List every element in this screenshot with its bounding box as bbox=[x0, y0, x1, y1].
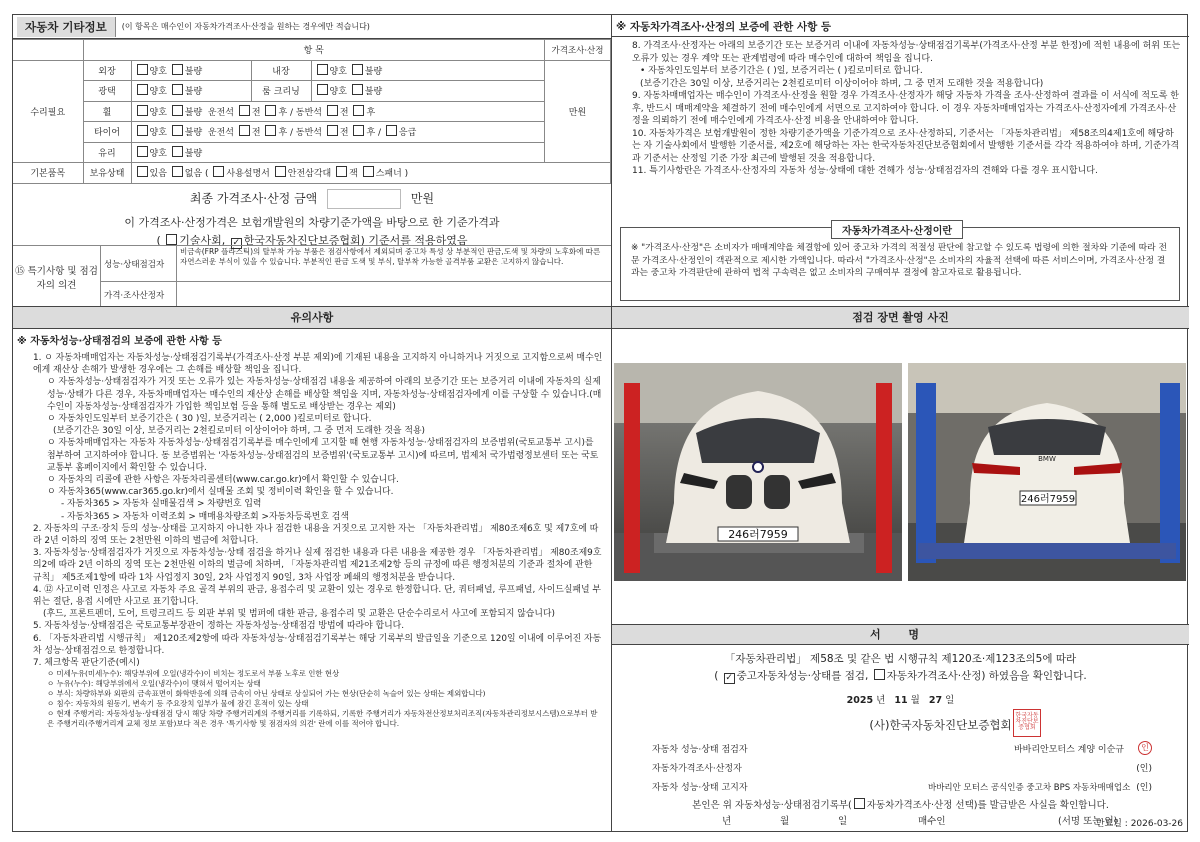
basic-items-label: 기본품목 bbox=[13, 163, 83, 184]
inspector-opinion: 비금속(FRP 플라스틱)의 탈부착 가능 부품은 점검사항에서 제외되며 중고차 특성 상 부분적인 판금,도색 및 차량의 노후화에 따른 자연스러운 부식이 있을 수 있습니다. 부분적인 판금 도색 및 부식, 탈부착 가능한 골격부품 교환은 고지하지 않습니다. bbox=[180, 247, 601, 266]
inspector-seal: 인 bbox=[1138, 741, 1152, 755]
inspector-label: 성능·상태점검자 bbox=[101, 246, 177, 281]
tire-pass-rear-checkbox[interactable] bbox=[353, 125, 364, 136]
buyer-row: 년 월 일 매수인 (서명 또는 인) bbox=[722, 813, 1182, 827]
notes-title: ※ 자동차성능·상태점검의 보증에 관한 사항 등 bbox=[17, 336, 222, 347]
signature-row-price: 자동차가격조사·산정자 (인) bbox=[652, 764, 1152, 774]
guarantee-note: (보증기간은 30일 이상, 보증거리는 2천킬로미터 이상이어야 하며, 그 중 먼저 도래한 것을 적용합니다) bbox=[640, 78, 1044, 89]
signature-row-notifier: 자동차 성능·상태 고지자 바바리안 모터스 공식인증 중고차 BPS 자동차매매업소 (인) bbox=[652, 783, 1152, 793]
price-guarantee-list bbox=[612, 37, 1189, 178]
price-guarantee-title: ※ 자동차가격조사·산정의 보증에 관한 사항 등 bbox=[612, 15, 1189, 37]
criteria-item: ㅇ 누유(누수): 해당부위에서 오일(냉각수)이 맺혀서 떨어지는 상태 bbox=[47, 679, 261, 689]
glass-bad-checkbox[interactable] bbox=[172, 146, 183, 157]
gloss-bad-checkbox[interactable] bbox=[172, 84, 183, 95]
note-item: (후드, 프론트펜더, 도어, 트렁크리드 등 외판 부위 및 범퍼에 대한 판금, 용접수리 및 교환은 단순수리로서 사고에 포함되지 않습니다) bbox=[43, 609, 555, 620]
note-item: 3. 자동차성능·상태점검자가 거짓으로 자동차성능·상태 점검을 하거나 실제 점검한 내용과 다른 내용을 제공한 경우 「자동차관리법」 제80조제9호의2에 따라 2년 이하의 징역 또는 2천만원 이하의 벌금에 처하며, 「자동차관리법 제21조제2항 등의 규정에 따른 행정처분의 기준과 절차에 관한 규칙」 제5조제1항에 따라 1차 사업정지 30일, 2차 사업정지 90일, 3차 사업장 폐쇄의 행정처분을 받습니다. bbox=[33, 548, 602, 583]
repair-label: 수리필요 bbox=[13, 60, 83, 163]
jack-checkbox[interactable] bbox=[336, 166, 347, 177]
signature-section bbox=[612, 625, 1189, 831]
note-item: ㅇ 자동차의 리콜에 관한 사항은 자동차리콜센터(www.car.go.kr)에서 확인할 수 있습니다. bbox=[47, 475, 399, 486]
manual-checkbox[interactable] bbox=[213, 166, 224, 177]
price-definition-title: 자동차가격조사·산정이란 bbox=[831, 220, 963, 239]
signature-date: 2025 년 11 월 27 일 bbox=[846, 695, 955, 706]
wheel-driver-front-checkbox[interactable] bbox=[239, 105, 250, 116]
note-item: 5. 자동차성능·상태점검은 국토교통부장관이 정하는 자동차성능·상태점검 방법에 따라야 합니다. bbox=[33, 621, 405, 632]
performance-checkbox[interactable]: ✓ bbox=[725, 673, 733, 683]
note-item: ㅇ 자동차성능·상태점검자가 거짓 또는 오류가 있는 자동차성능·상태점검 내용을 제공하여 아래의 보증기간 또는 보증거리 이내에 자동차의 실제 성능·상태가 다른 경우, 자동차매매업자는 매수인의 재산상 손해를 배상할 책임을 지며, 자동차성능·상태점검자에게 이를 구상할 수 있습니다.(매수인이 자동차성능·상태점검자가 가입한 책임보험 등을 통해 별도로 배상받는 경우는 제외) bbox=[47, 377, 602, 412]
basis-line1: 이 가격조사·산정가격은 보험개발원의 차량기준가액을 바탕으로 한 기준가격과 bbox=[124, 215, 500, 229]
price-definition-box bbox=[620, 227, 1180, 301]
tire-bad-checkbox[interactable] bbox=[172, 125, 183, 136]
basis-tech-checkbox[interactable] bbox=[166, 234, 177, 245]
tire-good-checkbox[interactable] bbox=[137, 125, 148, 136]
final-price-row bbox=[13, 189, 611, 209]
note-item: - 자동차365 > 자동차 이력조회 > 매매용차량조회 >자동차등록번호 검색 bbox=[61, 511, 349, 522]
price-guarantee-section bbox=[612, 15, 1189, 307]
photo-header: 점검 장면 촬영 사진 bbox=[612, 307, 1189, 329]
price-inspector-opinion[interactable] bbox=[177, 282, 611, 307]
rear-badge: BMW bbox=[1038, 455, 1056, 463]
exterior-good-checkbox[interactable] bbox=[137, 64, 148, 75]
guarantee-item-8: 8. 가격조사·산정자는 아래의 보증기간 또는 보증거리 이내에 자동차성능·상태점검기록부(가격조사·산정 부분 한정)에 적힌 내용에 허위 또는 오류가 있는 경우 계약 또는 관계법령에 따라 매수인에 대하여 책임을 집니다. bbox=[632, 41, 1181, 64]
cleaning-bad-checkbox[interactable] bbox=[352, 84, 363, 95]
none-checkbox[interactable] bbox=[172, 166, 183, 177]
gloss-good-checkbox[interactable] bbox=[137, 84, 148, 95]
criteria-list bbox=[33, 669, 603, 729]
criteria-item: ㅇ 부식: 차량하부와 외판의 금속표면이 화학반응에 의해 금속이 아닌 상태로 상실되어 가는 현상(단순히 녹슬어 있는 상태는 제외합니다) bbox=[47, 689, 486, 699]
org-row bbox=[612, 717, 1189, 733]
front-plate: 246러7959 bbox=[728, 528, 788, 541]
wheel-pass-front-checkbox[interactable] bbox=[327, 105, 338, 116]
final-price-unit: 만원 bbox=[410, 191, 435, 205]
note-item: 1. ㅇ 자동차매매업자는 자동차성능·상태점검기록부(가격조사·산정 부분 제외)에 기재된 내용을 고지하지 아니하거나 거짓으로 고지함으로써 매수인에게 재산상 손해가 발생한 경우에는 그 손해를 배상할 책임을 집니다. bbox=[33, 353, 603, 376]
guarantee-item-9: 9. 자동차매매업자는 매수인이 가격조사·산정을 원할 경우 가격조사·산정자가 해당 자동차 가격을 조사·산정하여 결과를 이 서식에 적도록 한 후, 반드시 매매계약을 체결하기 전에 매수인에게 서면으로 고지하여야 합니다. 이 경우 자동차매매업자는 가격조사·산정자에게 가격조사·산정을 의뢰하기 전에 매수인에게 가격조사·산정 비용을 안내하여야 합니다. bbox=[632, 91, 1179, 126]
basis-line2: ( 기술사회, ✓ 한국자동차진단보증협회) 기준서를 적용하였음 bbox=[156, 233, 468, 248]
price-unit: 만원 bbox=[545, 60, 611, 163]
opinion-section bbox=[13, 245, 611, 307]
row-exterior: 외장 bbox=[83, 60, 131, 81]
tire-emergency-checkbox[interactable] bbox=[386, 125, 397, 136]
criteria-item: ㅇ 미세누유(미세누수): 해당부위에 오일(냉각수)이 비치는 정도로서 부품 노후로 인한 현상 bbox=[47, 669, 340, 679]
possession-label: 보유상태 bbox=[83, 163, 131, 184]
tire-driver-rear-checkbox[interactable] bbox=[265, 125, 276, 136]
repair-table: 항 목 가격조사·산정 수리필요 외장 양호 불량 내장 양호 불량 만원 광택 양호 불량 룸 크리닝 양호 불량 휠 양호 불량 운전석 전 후 / 동반석 전 후 타이어 양호 불량 운전석 전 후 / 동반석 전 후 / 응급 유리 양호 불량 기본품목 보유상태 있음 없음 ( 사용설명서 안전삼각대 잭 스패너 ) bbox=[13, 39, 611, 184]
tire-pass-front-checkbox[interactable] bbox=[327, 125, 338, 136]
wheel-pass-rear-checkbox[interactable] bbox=[353, 105, 364, 116]
rear-photo bbox=[908, 363, 1186, 581]
guarantee-item-11: 11. 특기사항란은 가격조사·산정자의 자동차 성능·상태에 대한 견해가 성능·상태점검자의 견해와 다를 경우 표시합니다. bbox=[632, 166, 1098, 176]
basis-kaiwa-checkbox[interactable]: ✓ bbox=[232, 237, 241, 248]
signature-header: 서 명 bbox=[612, 625, 1189, 645]
row-tire: 타이어 bbox=[83, 122, 131, 143]
document-frame bbox=[12, 14, 1188, 832]
receipt-checkbox[interactable] bbox=[854, 798, 865, 809]
price-definition-text: ※ "가격조사·산정"은 소비자가 매매계약을 체결함에 있어 중고차 가격의 적절성 판단에 참고할 수 있도록 법령에 의한 절차와 기준에 따라 전문 가격조사·산정인이 객관적으로 제시한 가액입니다. 따라서 "가격조사·산정"은 소비자의 자율적 선택에 따른 서비스이며, 가격조사·산정 결과는 중고차 가격판단에 관하여 법적 구속력은 없고 소비자의 구매여부 결정에 참고자료로 활용됩니다. bbox=[631, 243, 1167, 278]
row-room-cleaning: 룸 크리닝 bbox=[251, 81, 311, 102]
note-item: 7. 체크항목 판단기준(예시) bbox=[33, 658, 140, 669]
opinion-label: ⑮ 특기사항 및 점검자의 의견 bbox=[13, 246, 101, 307]
other-info-title: 자동차 기타정보 bbox=[17, 17, 116, 37]
notes-header: 유의사항 bbox=[13, 307, 611, 329]
note-item: ㅇ 자동차인도일부터 보증기간은 ( 30 )일, 보증거리는 ( 2,000 )킬로미터로 합니다. bbox=[47, 414, 372, 425]
spanner-checkbox[interactable] bbox=[363, 166, 374, 177]
other-info-header bbox=[13, 15, 611, 39]
criteria-item: ㅇ 현재 주행거리: 자동차성능·상태점검 당시 해당 차량 주행거리계의 주행거리를 기록하되, 기록한 주행거리가 자동차전산정보처리조직(자동차관리정보시스템)으로부터 받은 주행거리(주행거리계 교체 정보 포함)보다 적은 경우 '특기사항 및 점검자의 의견' 란에 이를 적어야 합니다. bbox=[47, 709, 598, 729]
col-price: 가격조사·산정 bbox=[545, 40, 611, 61]
glass-good-checkbox[interactable] bbox=[137, 146, 148, 157]
photo-section bbox=[612, 307, 1189, 625]
tire-driver-front-checkbox[interactable] bbox=[239, 125, 250, 136]
final-price-label: 최종 가격조사·산정 금액 bbox=[189, 191, 318, 205]
note-item: ㅇ 자동차매매업자는 자동차 자동차성능·상태점검기록부를 매수인에게 고지할 때 현행 자동차성능·상태점검자의 보증범위(국토교통부 고시)를 첨부하여 고지하여야 합니다. 동 보증범위는 '자동차성능·상태점검의 보증범위'(국토교통부 고시)에 따르며, 법제처 국가법령정보센터 또는 국토교통부 홈페이지에서 확인할 수 있습니다. bbox=[47, 438, 599, 473]
notes-section bbox=[13, 307, 611, 831]
receipt-line: 본인은 위 자동차성능·상태점검기록부( 자동차가격조사·산정 선택)를 발급받은 사실을 확인합니다. bbox=[692, 800, 1109, 811]
interior-good-checkbox[interactable] bbox=[317, 64, 328, 75]
signature-line2: ( ✓ 중고자동차성능·상태를 점검, 자동차가격조사·산정) 하였음을 확인합니다. bbox=[714, 670, 1087, 683]
signature-line1: 「자동차관리법」 제58조 및 같은 법 시행규칙 제120조·제123조의5에 따라 bbox=[724, 653, 1077, 665]
row-gloss: 광택 bbox=[83, 81, 131, 102]
row-glass: 유리 bbox=[83, 142, 131, 163]
exterior-bad-checkbox[interactable] bbox=[172, 64, 183, 75]
expiry-date: 만료일 : 2026-03-26 bbox=[1095, 819, 1183, 829]
row-interior: 내장 bbox=[251, 60, 311, 81]
org-name: (사)한국자동차진단보증협회 bbox=[869, 718, 1012, 732]
note-item: (보증기간은 30일 이상, 보증거리는 2천킬로미터 이상이어야 하며, 그 중 먼저 도래한 것을 적용) bbox=[53, 426, 425, 437]
criteria-item: ㅇ 침수: 자동차의 원동기, 변속기 등 주요장치 일부가 물에 잠긴 흔적이 있는 상태 bbox=[47, 699, 309, 709]
note-item: 6. 「자동차관리법 시행규칙」 제120조제2항에 따라 자동차성능·상태점검기록부는 해당 기록부의 발급일을 기준으로 120일 이내에 이루어진 자동차 성능·상태점검으로 한정합니다. bbox=[33, 633, 602, 656]
notes-list bbox=[13, 350, 611, 729]
note-item: 4. ⑫ 사고이력 인정은 사고로 자동차 주요 골격 부위의 판금, 용접수리 및 교환이 있는 경우로 한정합니다. 단, 쿼터패널, 루프패널, 사이드실패널 부위는 절단, 용접 시에만 사고로 표기합니다. bbox=[33, 584, 601, 608]
other-info-note: (이 항목은 매수인이 자동차가격조사·산정을 원하는 경우에만 적습니다) bbox=[121, 22, 370, 31]
org-stamp: 한국자동차진단보증협회 bbox=[1013, 709, 1041, 737]
rear-plate: 246러7959 bbox=[1020, 494, 1076, 505]
vehicle-other-info bbox=[13, 15, 611, 307]
note-item: - 자동차365 > 자동차 실매물검색 > 차량번호 입력 bbox=[61, 499, 262, 510]
guarantee-period: • 자동차인도일부터 보증기간은 ( )일, 보증거리는 ( )킬로미터로 합니다. bbox=[640, 66, 923, 76]
wheel-driver-rear-checkbox[interactable] bbox=[265, 105, 276, 116]
interior-bad-checkbox[interactable] bbox=[352, 64, 363, 75]
triangle-checkbox[interactable] bbox=[275, 166, 286, 177]
row-wheel: 휠 bbox=[83, 101, 131, 122]
guarantee-item-10: 10. 자동차가격은 보험개발원이 정한 차량기준가액을 기준가격으로 조사·산정하되, 기준서는 「자동차관리법」 제58조의4제1호에 해당하는 자 기술사회에서 발행한 기준서를, 제2호에 해당하는 자는 한국자동차진단보증협회에서 발행한 기준서를 각각 적용하여야 하며, 기준가격과 기준서는 산정일 기준 가장 최근에 발행된 것을 적용합니다. bbox=[632, 128, 1180, 164]
front-photo bbox=[614, 363, 902, 581]
note-item: 2. 자동차의 구조·장치 등의 성능·상태를 고지하지 아니한 자나 점검한 내용을 거짓으로 고지한 자는 「자동차관리법」 제80조제6호 및 제7호에 따라 2년 이하의 징역 또는 2천만원 이하의 벌금에 처합니다. bbox=[33, 523, 599, 547]
final-price-input[interactable] bbox=[327, 189, 401, 209]
buyer-signature[interactable]: (서명 또는 인) bbox=[1058, 816, 1118, 827]
price-inspector-label: 가격·조사산정자 bbox=[101, 282, 177, 307]
note-item: ㅇ 자동차365(www.car365.go.kr)에서 실매물 조회 및 정비이력 확인을 할 수 있습니다. bbox=[47, 487, 394, 498]
price-checkbox[interactable] bbox=[874, 669, 885, 680]
buyer-label: 매수인 bbox=[918, 816, 946, 827]
have-checkbox[interactable] bbox=[137, 166, 148, 177]
wheel-good-checkbox[interactable] bbox=[137, 105, 148, 116]
signature-row-inspector: 자동차 성능·상태 점검자 바바리안모터스 계양 이순규 인 bbox=[652, 741, 1152, 760]
cleaning-good-checkbox[interactable] bbox=[317, 84, 328, 95]
signature-rows bbox=[652, 741, 1152, 798]
col-item: 항 목 bbox=[83, 40, 545, 61]
wheel-bad-checkbox[interactable] bbox=[172, 105, 183, 116]
